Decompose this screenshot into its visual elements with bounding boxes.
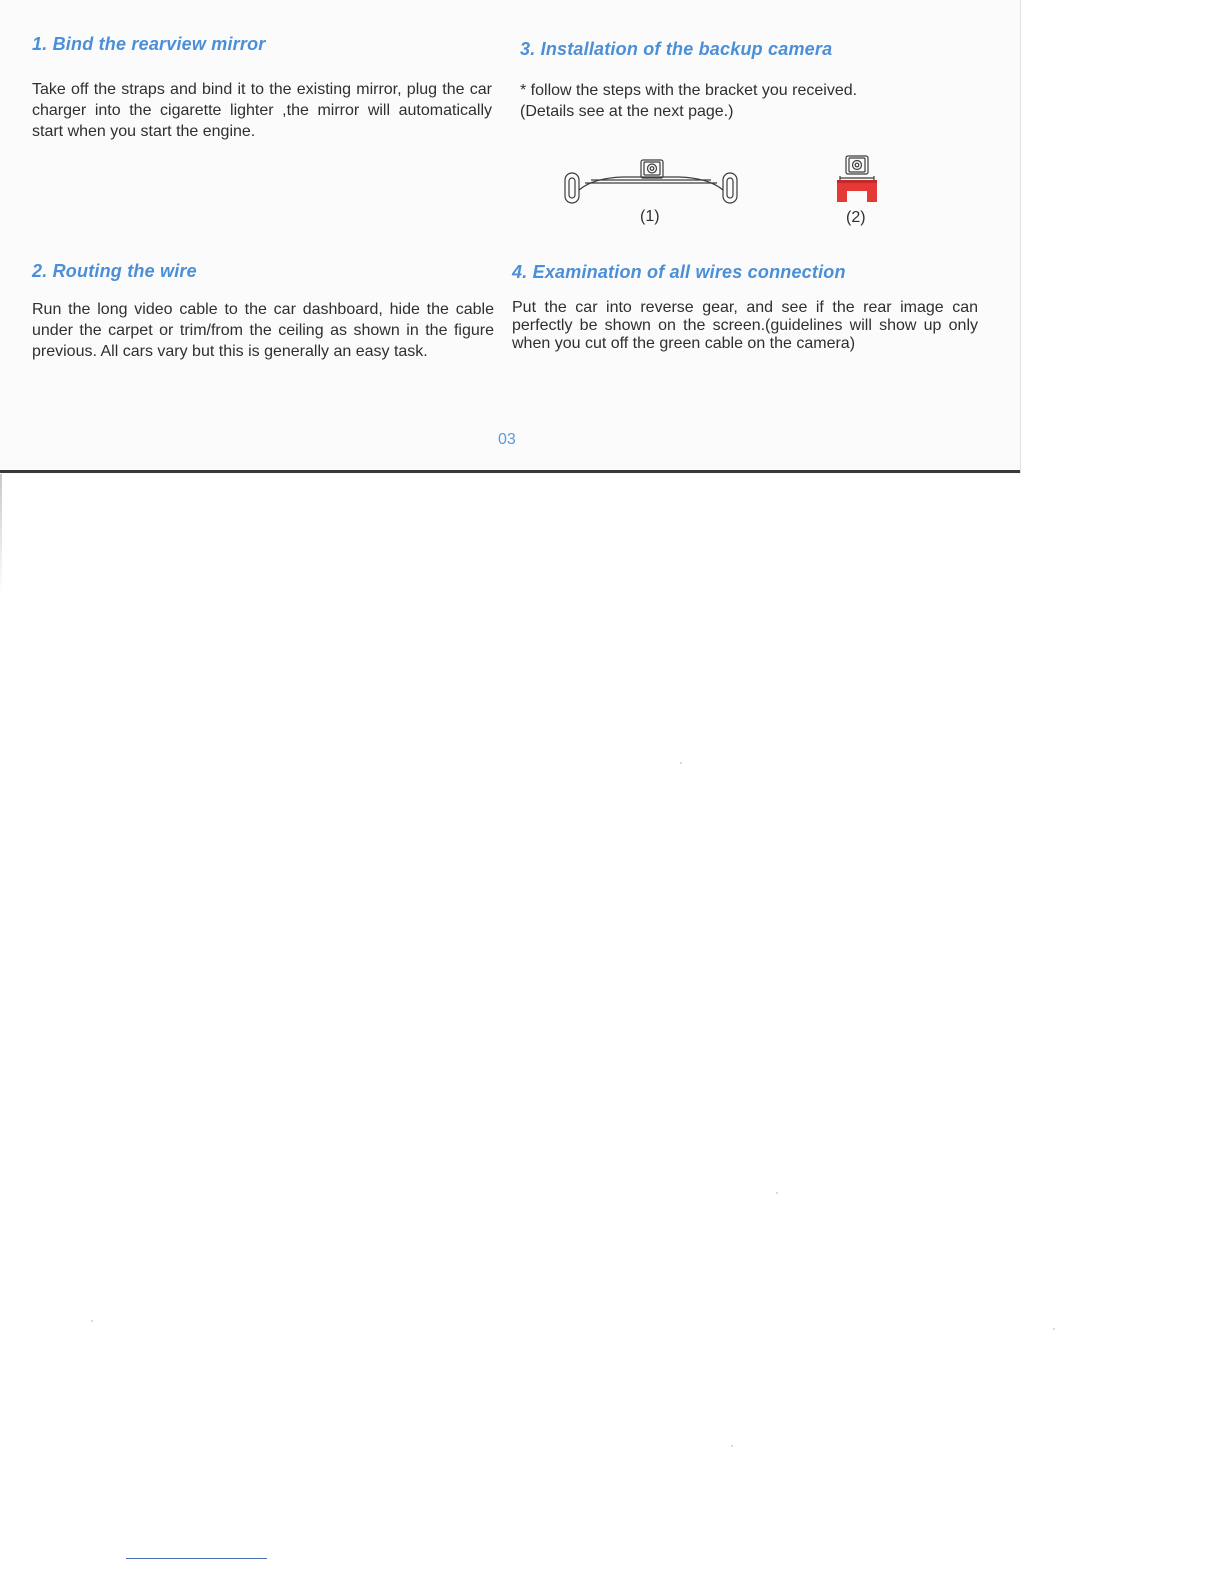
scan-speck — [776, 1192, 778, 1194]
camera-bracket-side-illustration — [834, 154, 880, 206]
section-bind-mirror — [32, 34, 492, 142]
section-body-line: * follow the steps with the bracket you received. — [520, 82, 858, 99]
section-body: Run the long video cable to the car dashboard, hide the cable under the carpet or trim/from the ceiling as shown in the figure previous. All cars vary but this is generally an easy task. — [32, 301, 494, 360]
page-edge-rule — [0, 470, 1020, 473]
section-examination — [512, 262, 978, 353]
manual-page — [0, 0, 1021, 474]
section-body — [520, 80, 900, 122]
section-heading: 4. Examination of all wires connection — [512, 262, 846, 282]
scan-speck — [1053, 1328, 1055, 1330]
scan-speck — [680, 762, 682, 764]
section-heading: 2. Routing the wire — [32, 261, 197, 281]
section-install-camera — [520, 39, 900, 122]
page-number: 03 — [498, 431, 516, 448]
section-heading: 1. Bind the rearview mirror — [32, 34, 266, 54]
scan-mark-line — [126, 1558, 267, 1559]
figure-caption: (2) — [846, 209, 866, 226]
section-body: Put the car into reverse gear, and see if the rear image can perfectly be shown on the screen.(guidelines will show up only when you cut off the green cable on the camera) — [512, 299, 978, 352]
section-routing-wire — [32, 261, 494, 362]
scan-speck — [91, 1320, 93, 1322]
scan-speck — [731, 1445, 733, 1447]
figure-caption: (1) — [640, 208, 660, 225]
license-plate-bracket-illustration — [563, 156, 739, 206]
section-body: Take off the straps and bind it to the existing mirror, plug the car charger into the cigarette lighter ,the mirror will automatically start when you start the engine. — [32, 81, 492, 140]
scan-edge-shadow — [0, 474, 2, 594]
section-body-line: (Details see at the next page.) — [520, 103, 734, 120]
section-heading: 3. Installation of the backup camera — [520, 39, 833, 59]
